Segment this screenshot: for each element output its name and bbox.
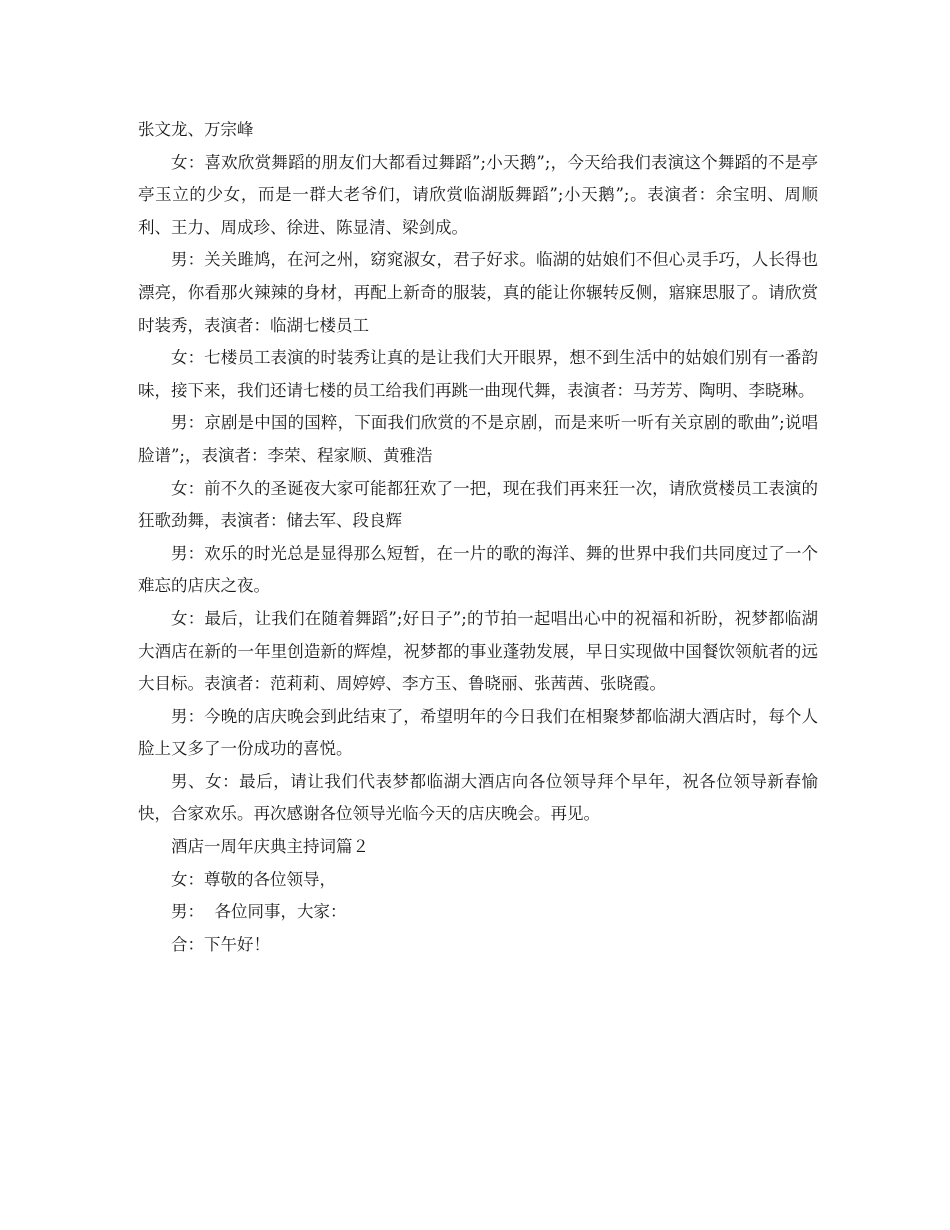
paragraph-modern-dance: 女：七楼员工表演的时装秀让真的是让我们大开眼界，想不到生活中的姑娘们别有一番韵味，接下来，我们还请七楼的员工给我们再跳一曲现代舞，表演者：马芳芳、陶明、李晓琳。	[138, 348, 818, 400]
paragraph-greeting-female: 女：尊敬的各位领导，	[171, 869, 336, 889]
paragraph-happy-time: 男：欢乐的时光总是显得那么短暂，在一片的歌的海洋、舞的世界中我们共同度过了一个难忘的店庆之夜。	[138, 543, 818, 596]
document-body	[138, 114, 818, 961]
paragraph-christmas-dance: 女：前不久的圣诞夜大家可能都狂欢了一把，现在我们再来狂一次，请欣赏楼员工表演的狂歌劲舞，表演者：储去军、段良辉	[138, 478, 818, 531]
paragraph-finale-song: 女：最后，让我们在随着舞蹈”;好日子”;的节拍一起唱出心中的祝福和祈盼，祝梦都临湖大酒店在新的一年里创造新的辉煌，祝梦都的事业蓬勃发展，早日实现做中国餐饮领航者的远大目标。表演者：范莉莉、周婷婷、李方玉、鲁晓丽、张茜茜、张晓霞。	[138, 608, 818, 694]
paragraph-greeting-male: 男： 各位同事，大家：	[171, 902, 347, 922]
paragraph-performers-cont: 张文龙、万宗峰	[138, 120, 254, 139]
paragraph-fashion-show: 男：关关雎鸠，在河之州，窈窕淑女，君子好求。临湖的姑娘们不但心灵手巧，人长得也漂亮，你看那火辣辣的身材，再配上新奇的服装，真的能让你辗转反侧，寤寐思服了。请欣赏时装秀，表演者：临湖七楼员工	[138, 250, 818, 335]
paragraph-peking-opera: 男：京剧是中国的国粹，下面我们欣赏的不是京剧，而是来听一听有关京剧的歌曲”;说唱脸谱”;，表演者：李荣、程家顺、黄雅浩	[138, 413, 818, 465]
paragraph-greeting-together: 合：下午好！	[171, 934, 270, 954]
paragraph-swan-lake: 女：喜欢欣赏舞蹈的朋友们大都看过舞蹈”;小天鹅”;，今天给我们表演这个舞蹈的不是亭亭玉立的少女，而是一群大老爷们，请欣赏临湖版舞蹈”;小天鹅”;。表演者：余宝明、周顺利、王力、周成珍、徐进、陈显清、梁剑成。	[138, 152, 818, 237]
paragraph-farewell: 男、女：最后，请让我们代表梦都临湖大酒店向各位领导拜个早年，祝各位领导新春愉快，合家欢乐。再次感谢各位领导光临今天的店庆晚会。再见。	[138, 771, 818, 824]
section-heading-part-2: 酒店一周年庆典主持词篇２	[171, 837, 369, 857]
paragraph-closing: 男：今晚的店庆晚会到此结束了，希望明年的今日我们在相聚梦都临湖大酒店时，每个人脸上又多了一份成功的喜悦。	[138, 706, 818, 759]
